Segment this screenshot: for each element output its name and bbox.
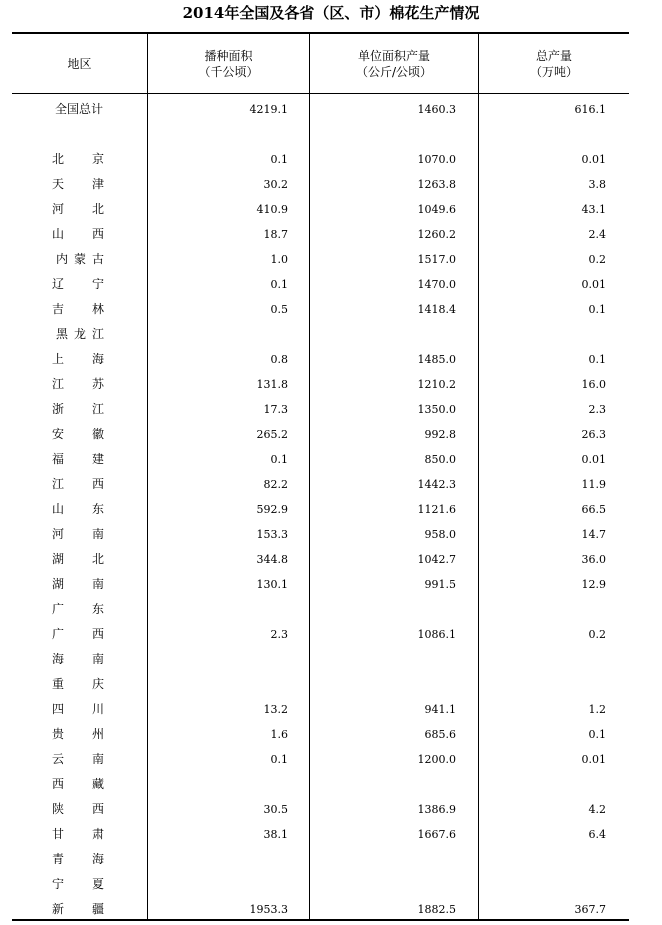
yield-cell: 991.5 [424,578,456,591]
area-cell: 2.3 [270,628,288,641]
output-cell [479,597,606,622]
output-cell: 367.7 [574,903,606,916]
yield-cell: 1049.6 [417,203,456,216]
area-cell: 17.3 [263,403,288,416]
region-cell: 安 徽 [52,427,104,441]
table-row [12,722,629,747]
table-row [12,847,629,872]
header-yield-label: 单位面积产量 [357,48,430,63]
region-cell: 上 海 [52,352,104,366]
region-cell: 辽 宁 [52,277,104,291]
yield-cell: 992.8 [424,428,456,441]
yield-cell: 1485.0 [417,353,456,366]
table-row [12,572,629,597]
area-cell: 0.1 [270,753,288,766]
area-cell: 18.7 [263,228,288,241]
document-title: 2014年全国及各省（区、市）棉花生产情况 [182,4,480,22]
cotton-production-table [12,32,629,921]
area-cell: 1.0 [270,253,288,266]
area-cell [148,322,288,347]
output-cell: 616.1 [574,103,606,116]
yield-cell [310,772,456,797]
yield-cell: 1667.6 [417,828,456,841]
area-cell [148,122,288,147]
area-cell: 0.1 [270,278,288,291]
table-row [12,447,629,472]
table-row [12,672,629,697]
header-output-unit: （万吨） [529,64,578,79]
region-cell: 江 苏 [52,377,104,391]
header-region [12,34,147,93]
output-cell: 0.01 [581,753,606,766]
output-cell: 16.0 [581,378,606,391]
output-cell: 43.1 [581,203,606,216]
table-row [12,197,629,222]
region-cell: 贵 州 [52,727,104,741]
region-cell: 宁 夏 [52,877,104,891]
region-cell: 山 西 [52,227,104,241]
region-cell: 云 南 [52,752,104,766]
area-cell [148,597,288,622]
region-cell: 重 庆 [52,677,104,691]
yield-cell [310,872,456,897]
yield-cell: 1350.0 [417,403,456,416]
region-cell: 湖 北 [52,552,104,566]
output-cell: 36.0 [581,553,606,566]
area-cell [148,772,288,797]
output-cell [479,772,606,797]
table-row [12,372,629,397]
region-cell: 山 东 [52,502,104,516]
region-cell: 新 疆 [52,902,104,916]
header-output [479,34,629,93]
area-cell: 0.8 [270,353,288,366]
output-cell: 0.2 [588,628,606,641]
header-region-label: 地区 [67,56,92,71]
area-cell: 265.2 [256,428,288,441]
region-cell: 北 京 [52,152,104,166]
area-cell: 153.3 [256,528,288,541]
yield-cell: 1260.2 [417,228,456,241]
region-cell: 陕 西 [52,802,104,816]
yield-cell: 1210.2 [417,378,456,391]
yield-cell: 1070.0 [417,153,456,166]
area-cell: 82.2 [263,478,288,491]
area-cell [148,872,288,897]
output-cell: 6.4 [588,828,606,841]
yield-cell: 850.0 [424,453,456,466]
yield-cell: 685.6 [424,728,456,741]
region-cell: 江 西 [52,477,104,491]
output-cell: 3.8 [588,178,606,191]
region-cell: 青 海 [52,852,104,866]
area-cell: 1953.3 [249,903,288,916]
output-cell: 26.3 [581,428,606,441]
region-cell: 浙 江 [52,402,104,416]
output-cell [479,847,606,872]
table-row [12,272,629,297]
header-area-label: 播种面积 [204,48,253,63]
yield-cell: 1470.0 [417,278,456,291]
output-cell: 0.01 [581,153,606,166]
table-row [12,897,629,922]
header-area-unit: （千公顷） [198,64,259,79]
table-row [12,622,629,647]
output-cell [479,322,606,347]
region-cell: 湖 南 [52,577,104,591]
output-cell: 0.01 [581,278,606,291]
yield-cell: 1517.0 [417,253,456,266]
output-cell [479,872,606,897]
yield-cell: 1042.7 [417,553,456,566]
yield-cell: 1442.3 [417,478,456,491]
area-cell: 30.2 [263,178,288,191]
table-row [12,422,629,447]
area-cell: 130.1 [256,578,288,591]
region-cell: 福 建 [52,452,104,466]
area-cell: 410.9 [256,203,288,216]
yield-cell [310,647,456,672]
yield-cell [310,847,456,872]
yield-cell [310,322,456,347]
output-cell: 66.5 [581,503,606,516]
yield-cell: 1460.3 [417,103,456,116]
region-cell: 全国总计 [55,102,104,116]
region-cell: 海 南 [52,652,104,666]
area-cell [148,847,288,872]
table-row [12,122,629,147]
table-row [12,147,629,172]
table-row [12,472,629,497]
output-cell: 11.9 [581,478,606,491]
region-cell [52,122,104,147]
header-area [148,34,309,93]
table-row [12,497,629,522]
region-cell: 广 西 [52,627,104,641]
yield-cell: 958.0 [424,528,456,541]
table-row [12,797,629,822]
table-row [12,872,629,897]
table-row [12,222,629,247]
table-row [12,597,629,622]
area-cell: 38.1 [263,828,288,841]
area-cell: 1.6 [270,728,288,741]
region-cell: 天 津 [52,177,104,191]
area-cell: 592.9 [256,503,288,516]
table-row [12,747,629,772]
table-row [12,247,629,272]
table-row [12,322,629,347]
table-row [12,172,629,197]
region-cell: 吉 林 [52,302,104,316]
yield-cell [310,672,456,697]
yield-cell: 941.1 [424,703,456,716]
yield-cell: 1086.1 [417,628,456,641]
region-cell: 河 南 [52,527,104,541]
header-yield [310,34,478,93]
output-cell: 2.3 [588,403,606,416]
yield-cell: 1882.5 [417,903,456,916]
area-cell: 131.8 [256,378,288,391]
table-row [12,772,629,797]
output-cell: 0.1 [588,353,606,366]
yield-cell: 1386.9 [417,803,456,816]
table-row [12,397,629,422]
yield-cell: 1200.0 [417,753,456,766]
region-cell: 黑 龙 江 [56,327,104,341]
output-cell [479,672,606,697]
area-cell: 0.5 [270,303,288,316]
region-cell: 河 北 [52,202,104,216]
area-cell: 0.1 [270,153,288,166]
yield-cell: 1263.8 [417,178,456,191]
header-output-label: 总产量 [535,48,572,63]
region-cell: 西 藏 [52,777,104,791]
table-row [12,697,629,722]
table-row [12,347,629,372]
output-cell: 0.2 [588,253,606,266]
area-cell: 4219.1 [249,103,288,116]
output-cell: 0.1 [588,303,606,316]
output-cell: 1.2 [588,703,606,716]
region-cell: 内 蒙 古 [56,252,104,266]
area-cell: 0.1 [270,453,288,466]
output-cell: 4.2 [588,803,606,816]
region-cell: 甘 肃 [52,827,104,841]
yield-cell: 1418.4 [417,303,456,316]
yield-cell [310,597,456,622]
table-row [12,522,629,547]
table-row [12,547,629,572]
yield-cell [310,122,456,147]
area-cell [148,647,288,672]
yield-cell: 1121.6 [417,503,456,516]
output-cell: 0.1 [588,728,606,741]
output-cell [479,647,606,672]
table-row [12,822,629,847]
output-cell [479,122,606,147]
area-cell: 344.8 [256,553,288,566]
table-header-rule [12,93,629,94]
table-row [12,297,629,322]
output-cell: 12.9 [581,578,606,591]
output-cell: 2.4 [588,228,606,241]
table-row [12,647,629,672]
output-cell: 14.7 [581,528,606,541]
region-cell: 四 川 [52,702,104,716]
table-row [12,97,629,122]
area-cell: 13.2 [263,703,288,716]
region-cell: 广 东 [52,602,104,616]
area-cell: 30.5 [263,803,288,816]
header-yield-unit: （公斤/公顷） [355,64,433,79]
output-cell: 0.01 [581,453,606,466]
area-cell [148,672,288,697]
